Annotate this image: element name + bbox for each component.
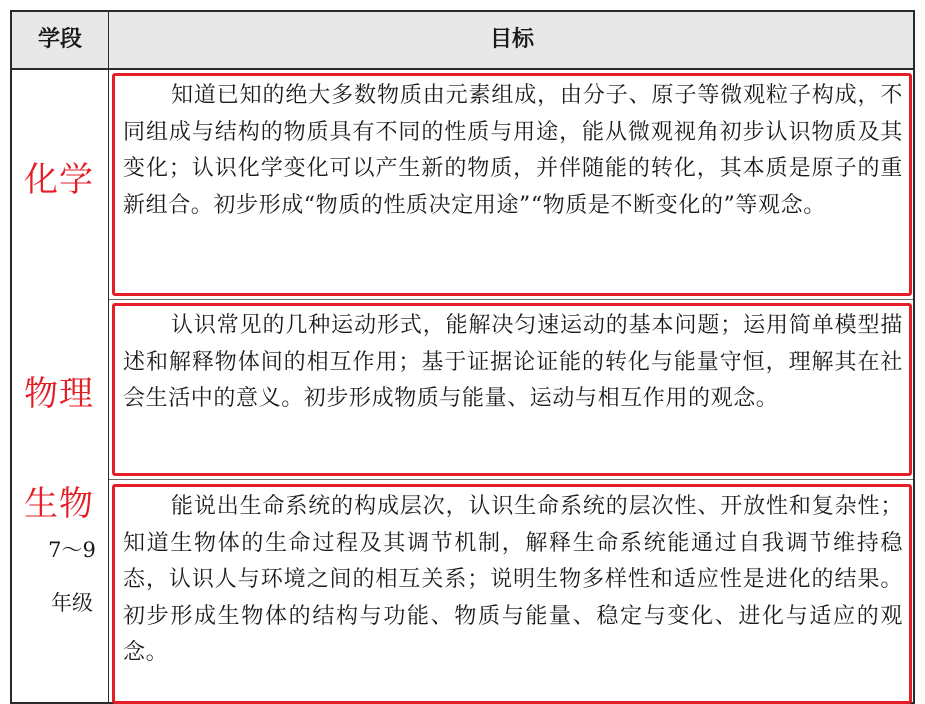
row-separator — [109, 479, 913, 480]
goal-block-physics — [112, 303, 912, 476]
subject-label-chemistry: 化学 — [24, 160, 94, 200]
goal-text-physics: 认识常见的几种运动形式，能解决匀速运动的基本问题；运用简单模型描述和解释物体间的相互作用；基于证据论证能的转化与能量守恒，理解其在社会生活中的意义。初步形成物质与能量、运动与相互作用的观念。 — [123, 313, 903, 411]
goal-block-biology — [112, 484, 912, 704]
goal-text-biology: 能说出生命系统的构成层次，认识生命系统的层次性、开放性和复杂性；知道生物体的生命过程及其调节机制，解释生命系统能通过自我调节维持稳态，认识人与环境之间的相互关系；说明生物多样性和适应性是进化的结果。初步形成生物体的结构与功能、物质与能量、稳定与变化、进化与适应的观念。 — [123, 494, 903, 665]
grade-range: 7～9 — [48, 538, 96, 562]
column-divider — [108, 68, 109, 702]
header-stage-cell: 学段 — [12, 12, 109, 68]
goal-block-chemistry — [112, 73, 912, 296]
subject-label-physics: 物理 — [24, 374, 94, 414]
table-header — [12, 12, 913, 70]
row-separator — [109, 299, 913, 300]
subject-label-biology: 生物 — [24, 484, 94, 524]
grade-unit: 年级 — [51, 591, 93, 615]
header-goal-cell: 目标 — [489, 27, 534, 52]
goal-text-chemistry: 知道已知的绝大多数物质由元素组成，由分子、原子等微观粒子构成，不同组成与结构的物质具有不同的性质与用途，能从微观视角初步认识物质及其变化；认识化学变化可以产生新的物质，并伴随能的转化，其本质是原子的重新组合。初步形成“物质的性质决定用途”“物质是不断变化的”等观念。 — [123, 83, 903, 218]
curriculum-goals-table — [10, 10, 915, 704]
